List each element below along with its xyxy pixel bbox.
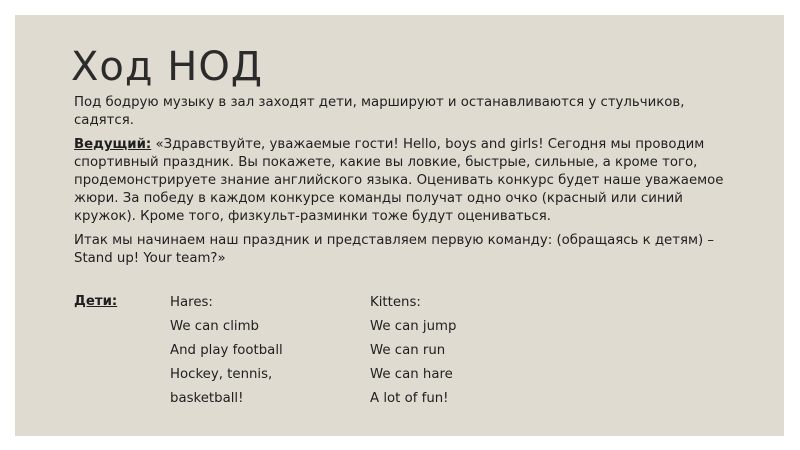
hares-line: Hares:	[170, 295, 213, 310]
host-paragraph	[74, 136, 739, 226]
host-text: «Здравствуйте, уважаемые гости! Hello, boys and girls! Сегодня мы проводим спортивный праздник. Вы покажете, какие вы ловкие, быстрые, сильные, а кроме того, продемонстрируете знание английского языка. Оценивать конкурс будет наше уважаемое жюри. За победу в каждом конкурсе команды получат одно очко (красный или синий кружок). Кроме того, физкульт-разминки тоже будут оцениваться.	[74, 137, 724, 224]
hares-line: basketball!	[170, 391, 244, 406]
hares-line: Hockey, tennis,	[170, 367, 273, 382]
kittens-column	[370, 294, 456, 414]
slide-body	[74, 94, 739, 274]
slide	[15, 15, 784, 436]
kittens-line: We can jump	[370, 319, 457, 334]
continuation-paragraph: Итак мы начинаем наш праздник и представляем первую команду: (обращаясь к детям) – Stand up! Your team?»	[74, 233, 715, 266]
hares-line: And play football	[170, 343, 283, 358]
hares-column	[170, 294, 283, 414]
kittens-line: Kittens:	[370, 295, 421, 310]
kittens-line: We can run	[370, 343, 446, 358]
kittens-line: A lot of fun!	[370, 391, 449, 406]
intro-paragraph: Под бодрую музыку в зал заходят дети, маршируют и останавливаются у стульчиков, садятся.	[74, 95, 685, 128]
host-label: Ведущий:	[74, 137, 152, 152]
hares-line: We can climb	[170, 319, 259, 334]
kids-label: Дети:	[74, 294, 118, 309]
slide-title: Ход НОД	[71, 44, 264, 90]
kittens-line: We can hare	[370, 367, 453, 382]
